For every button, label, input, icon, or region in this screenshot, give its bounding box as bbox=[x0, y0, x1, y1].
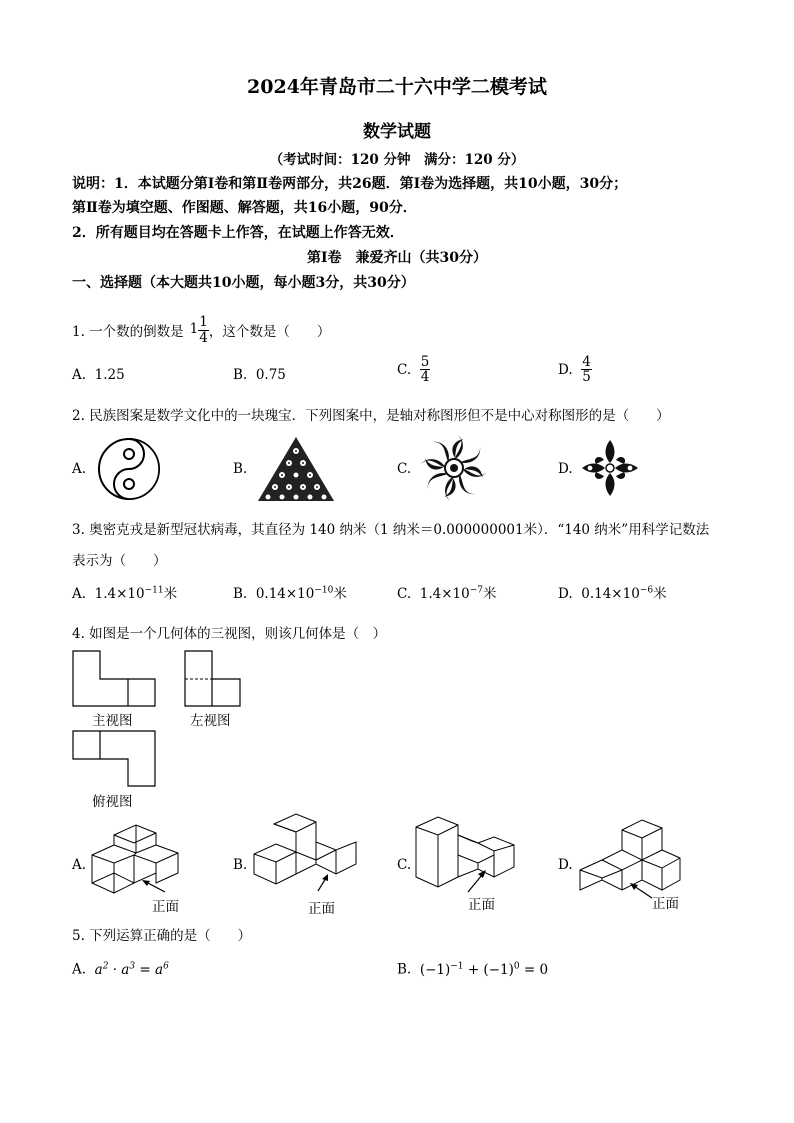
top-view-diagram bbox=[72, 730, 158, 788]
q4-option-a-front-label: 正面 bbox=[152, 899, 179, 915]
q4-option-b-label[interactable]: B. bbox=[233, 857, 248, 873]
option-label: D. bbox=[558, 586, 573, 602]
q4-option-c-front-label: 正面 bbox=[468, 897, 495, 913]
q5-option-b[interactable] bbox=[397, 961, 548, 978]
q2-option-d-label[interactable]: D. bbox=[558, 461, 573, 477]
q5-option-a-expression: $a^2 \cdot a^3 = a^6$ bbox=[94, 961, 169, 978]
q4-option-a-arrow bbox=[140, 878, 166, 894]
subject-title: 数学试题 bbox=[363, 122, 431, 142]
fraction-numerator: 5 bbox=[420, 354, 430, 370]
option-unit: 米 bbox=[163, 586, 178, 602]
swirl-flower-pattern bbox=[418, 432, 490, 504]
option-base: 1.4×10 bbox=[94, 586, 145, 602]
option-label: A. bbox=[72, 367, 87, 383]
option-label: D. bbox=[558, 361, 573, 378]
option-exponent: −10 bbox=[314, 585, 334, 596]
ornate-triangle-pattern bbox=[256, 435, 336, 503]
option-exponent: −11 bbox=[144, 585, 164, 596]
option-base: 0.14×10 bbox=[581, 586, 640, 602]
q4-option-a-label[interactable]: A. bbox=[72, 857, 87, 873]
q4-option-b-front-label: 正面 bbox=[308, 901, 335, 917]
question-1-stem-end: ，这个数是（ ） bbox=[208, 324, 331, 340]
mixed-number-fraction bbox=[198, 315, 209, 344]
fraction-numerator: 4 bbox=[582, 354, 591, 370]
q4-option-d-arrow bbox=[628, 882, 654, 900]
option-label: C. bbox=[397, 586, 412, 602]
q4-option-c-arrow bbox=[462, 870, 488, 894]
front-view-label: 主视图 bbox=[92, 713, 133, 729]
option-base: 1.4×10 bbox=[419, 586, 470, 602]
top-view-label: 俯视图 bbox=[92, 794, 133, 810]
option-label: A. bbox=[72, 586, 87, 602]
q4-option-b-arrow bbox=[304, 874, 330, 892]
question-4-stem: 4. 如图是一个几何体的三视图，则该几何体是（ ） bbox=[72, 626, 387, 642]
q1-option-a[interactable] bbox=[72, 367, 125, 383]
cross-ornament-pattern bbox=[580, 438, 640, 498]
question-1 bbox=[72, 300, 330, 360]
q5-option-b-expression: $(-1)^{-1} + (-1)^0 = 0$ bbox=[419, 961, 549, 978]
volume-title: 第Ⅰ卷 兼爱齐山（共30分） bbox=[306, 250, 488, 266]
question-2-stem: 2. 民族图案是数学文化中的一块瑰宝．下列图案中，是轴对称图形但不是中心对称图形的是（ ） bbox=[72, 408, 670, 424]
q4-option-d-label[interactable]: D. bbox=[558, 857, 573, 873]
mixed-number bbox=[190, 315, 209, 344]
option-base: 0.14×10 bbox=[255, 586, 315, 602]
front-view-diagram bbox=[72, 650, 158, 708]
q3-option-b[interactable] bbox=[233, 582, 347, 602]
option-exponent: −7 bbox=[469, 585, 483, 596]
q1-option-c[interactable] bbox=[397, 355, 430, 384]
option-value: 1.25 bbox=[94, 367, 125, 383]
q4-option-d-front-label: 正面 bbox=[652, 896, 679, 912]
mixed-number-whole: 1 bbox=[189, 321, 199, 338]
q2-option-a-label[interactable]: A. bbox=[72, 461, 87, 477]
option-unit: 米 bbox=[653, 586, 667, 602]
option-exponent: −6 bbox=[639, 585, 654, 596]
q3-option-c[interactable] bbox=[397, 582, 496, 602]
q3-option-a[interactable] bbox=[72, 582, 177, 602]
option-label: B. bbox=[397, 961, 412, 978]
question-3-stem-line-1: 3. 奥密克戎是新型冠状病毒，其直径为 140 纳米（1 纳米＝0.000000001米）．“140 纳米”用科学记数法 bbox=[72, 522, 710, 538]
q2-option-b-label[interactable]: B. bbox=[233, 461, 248, 477]
q5-option-a[interactable] bbox=[72, 961, 169, 978]
question-5-stem: 5. 下列运算正确的是（ ） bbox=[72, 928, 252, 944]
fraction-denominator: 4 bbox=[420, 369, 430, 386]
left-view-label: 左视图 bbox=[190, 713, 231, 729]
q4-option-c-label[interactable]: C. bbox=[397, 857, 412, 873]
option-label: B. bbox=[233, 586, 248, 602]
fraction-denominator: 4 bbox=[199, 329, 208, 346]
option-label: B. bbox=[233, 367, 248, 383]
option-label: C. bbox=[397, 361, 412, 378]
instructions-line-2: 第Ⅱ卷为填空题、作图题、解答题，共16小题，90分． bbox=[72, 200, 417, 216]
option-value: 0.75 bbox=[255, 367, 286, 383]
q1-option-b[interactable] bbox=[233, 367, 286, 383]
exam-info: （考试时间：120 分钟 满分：120 分） bbox=[269, 152, 525, 168]
question-3-stem-line-2: 表示为（ ） bbox=[72, 553, 167, 569]
q3-option-d[interactable] bbox=[558, 582, 667, 602]
question-1-stem: 1. 一个数的倒数是 bbox=[72, 324, 184, 340]
instructions-line-1: 说明：1．本试题分第Ⅰ卷和第Ⅱ卷两部分，共26题．第Ⅰ卷为选择题，共10小题，30分； bbox=[72, 176, 628, 192]
left-view-diagram bbox=[184, 650, 242, 708]
yin-yang-pattern bbox=[97, 437, 161, 501]
option-label: A. bbox=[72, 961, 87, 978]
fraction-denominator: 5 bbox=[582, 369, 591, 386]
section-heading: 一、选择题（本大题共10小题，每小题3分，共30分） bbox=[72, 275, 415, 291]
q1-option-d[interactable] bbox=[558, 355, 592, 384]
q2-option-c-label[interactable]: C. bbox=[397, 461, 412, 477]
option-unit: 米 bbox=[333, 586, 347, 602]
exam-title: 2024年青岛市二十六中学二模考试 bbox=[247, 76, 547, 98]
instructions-line-3: 2．所有题目均在答题卡上作答，在试题上作答无效． bbox=[72, 225, 404, 241]
option-unit: 米 bbox=[482, 586, 497, 602]
fraction-numerator: 1 bbox=[199, 314, 208, 331]
